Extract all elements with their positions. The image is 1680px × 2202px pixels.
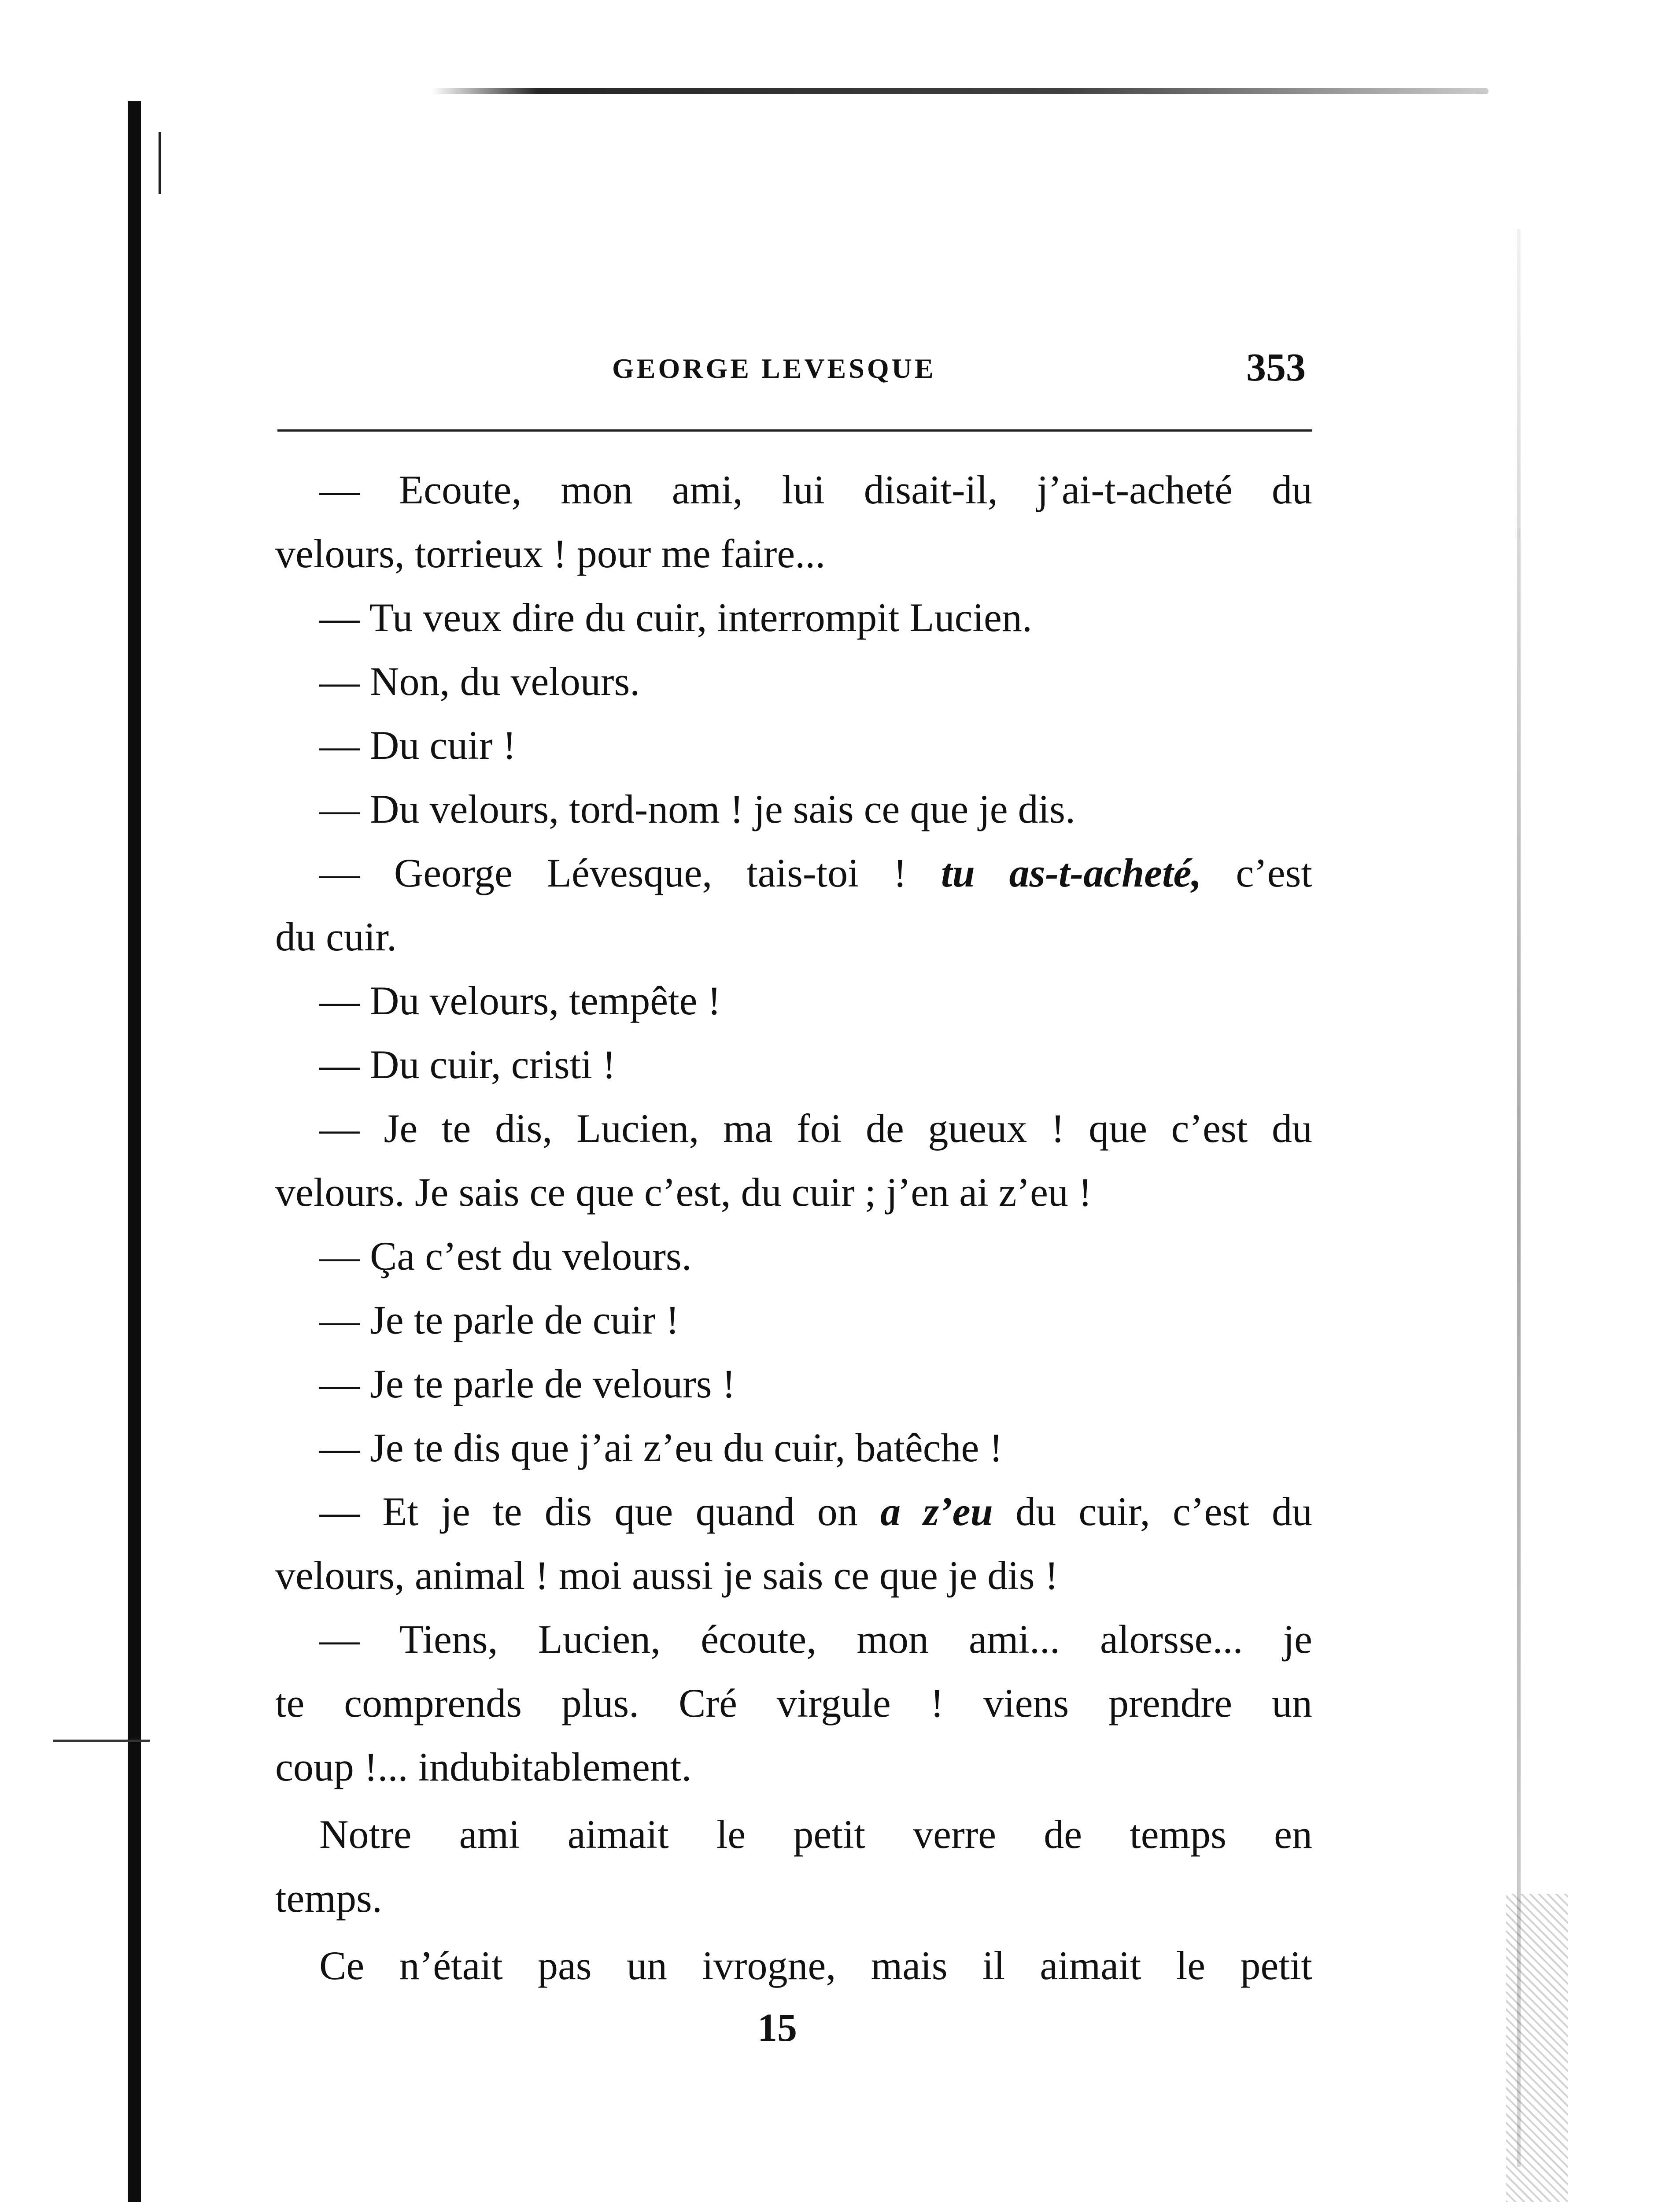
text-line: temps. <box>275 1876 382 1921</box>
book-spine-shadow <box>128 101 141 2202</box>
header-rule <box>277 429 1312 432</box>
text-line: — Du velours, tord-nom ! je sais ce que je dis. <box>319 787 1075 831</box>
text-line: velours. Je sais ce que c’est, du cuir ; j’en ai z’eu ! <box>275 1170 1092 1215</box>
body-text <box>275 458 1312 1998</box>
margin-mark <box>53 1740 150 1742</box>
scan-noise-right <box>1506 1894 1568 2202</box>
text-line: — Du cuir ! <box>319 723 517 768</box>
text-line: velours, torrieux ! pour me faire... <box>275 531 826 576</box>
text-line <box>275 841 1312 905</box>
text-line: — Je te dis que j’ai z’eu du cuir, batêche ! <box>319 1425 1003 1470</box>
running-head: GEORGE LEVESQUE <box>612 353 936 384</box>
text-line: du cuir. <box>275 914 397 959</box>
page-right-edge <box>1517 229 1521 2167</box>
text-line: — Tu veux dire du cuir, interrompit Lucien. <box>319 595 1032 640</box>
text-line: velours, animal ! moi aussi je sais ce que je dis ! <box>275 1553 1059 1598</box>
spine-mark <box>159 132 161 194</box>
signature-mark: 15 <box>757 2006 797 2050</box>
text-run: — Et je te dis que quand on <box>319 1489 881 1534</box>
text-run: — George Lévesque, tais-toi ! <box>319 850 942 895</box>
text-line: — Ça c’est du velours. <box>319 1234 692 1278</box>
italic-phrase: a z’eu <box>880 1489 993 1534</box>
text-line: — Je te dis, Lucien, ma foi de gueux ! que c’est du <box>319 1106 1312 1151</box>
text-line: Ce n’était pas un ivrogne, mais il aimait le petit <box>319 1943 1312 1988</box>
italic-phrase: tu as-t-acheté, <box>941 850 1202 895</box>
text-line: — Ecoute, mon ami, lui disait-il, j’ai-t-acheté du <box>319 467 1312 512</box>
text-line <box>275 1480 1312 1544</box>
text-line: Notre ami aimait le petit verre de temps en <box>319 1812 1312 1857</box>
text-line: — Non, du velours. <box>319 659 640 704</box>
text-line: — Du velours, tempête ! <box>319 978 721 1023</box>
scan-top-edge <box>432 88 1488 94</box>
text-line: — Je te parle de cuir ! <box>319 1297 679 1342</box>
text-run: du cuir, c’est du <box>993 1489 1312 1534</box>
text-run: c’est <box>1201 850 1312 895</box>
text-line: coup !... indubitablement. <box>275 1744 692 1789</box>
text-line: — Du cuir, cristi ! <box>319 1042 616 1087</box>
page-number: 353 <box>1246 346 1306 389</box>
text-line: — Tiens, Lucien, écoute, mon ami... alorsse... je <box>319 1617 1312 1662</box>
text-line: — Je te parle de velours ! <box>319 1361 736 1406</box>
text-line: te comprends plus. Cré virgule ! viens prendre un <box>275 1681 1312 1725</box>
